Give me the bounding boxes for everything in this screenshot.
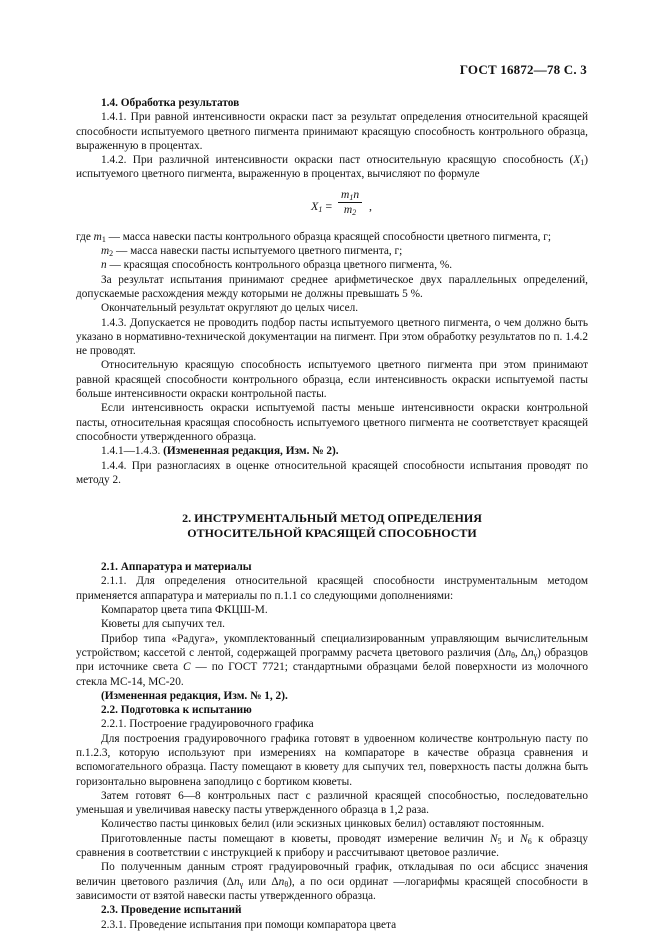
section-title-line2: ОТНОСИТЕЛЬНОЙ КРАСЯЩЕЙ СПОСОБНОСТИ	[187, 526, 477, 541]
paragraph-prepared: Приготовленные пасты помещают в кюветы, проводят измерение величин $N_5$ и $N_6$ к образцу сравнения в соответствии с инструкцией к прибору и рассчитывают цветовое различие.	[76, 832, 588, 860]
formula-fraction	[338, 188, 362, 218]
paragraph-1-4-4: 1.4.4. При разногласиях в оценке относительной красящей способности испытания проводят по методу 2.	[76, 459, 588, 486]
paragraph-then: Затем готовят 6—8 контрольных паст с различной красящей способностью, последовательно уменьшая и увеличивая навеску пасты утвержденного образца в 1,2 раза.	[76, 789, 588, 817]
paragraph-graph: По полученным данным строят градуировочный график, откладывая по оси абсцисс значения величин цветового различия ($\Delta n_\gamma$ или $\Delta n_\theta$), а по оси ординат —логарифмы красящей способности в зависимости от взятой навески пасты утвержденного образца.	[76, 861, 588, 902]
section-heading-2-2: 2.2. Подготовка к испытанию	[101, 704, 252, 717]
page-header: ГОСТ 16872—78 С. 3	[459, 62, 587, 77]
section-title-2	[76, 511, 588, 541]
paragraph-final: Окончательный результат округляют до целых чисел.	[101, 302, 359, 315]
section-heading-2-3: 2.3. Проведение испытаний	[101, 904, 242, 917]
paragraph-2-1-1: 2.1.1. Для определения относительной красящей способности инструментальным методом применяется аппаратура и материалы по п.1.1 со следующими дополнениями:	[76, 575, 588, 602]
paragraph-1-4-3: 1.4.3. Допускается не проводить подбор пасты испытуемого цветного пигмента, о чем должно быть указано в нормативно-технической документации на пигмент. При этом обработку результатов по п. 1.4.2 не проводят.	[76, 316, 588, 358]
formula-denominator: $m_2$	[343, 203, 357, 217]
formula-lhs: $X_1$ =	[311, 198, 333, 214]
formula-tail: ,	[369, 198, 372, 213]
where-m1: где $m_1$ — масса навески пасты контрольного образца красящей способности цветного пигмента, г;	[76, 230, 552, 244]
paragraph-2-3-1: 2.3.1. Проведение испытания при помощи компаратора цвета	[101, 918, 397, 931]
paragraph-if: Если интенсивность окраски испытуемой пасты меньше интенсивности окраски контрольной пасты, относительная красящая способность испытуемого цветного пигмента не соответствует красящей способности утвержденного образца.	[76, 402, 588, 443]
paragraph-2-2-1: 2.2.1. Построение градуировочного графика	[101, 718, 314, 731]
paragraph-comparator: Компаратор цвета типа ФКЦШ-М.	[101, 604, 268, 617]
paragraph-1-4-1: 1.4.1. При равной интенсивности окраски паст за результат определения относительной красящей способности испытуемого цветного пигмента принимают красящую способность контрольного образца, выраженную в процентах.	[76, 111, 588, 152]
section-heading-2-1: 2.1. Аппаратура и материалы	[101, 561, 252, 574]
document-body	[76, 96, 588, 932]
paragraph-result: За результат испытания принимают среднее арифметическое двух параллельных определений, допускаемые расхождения между которыми не должны превышать 5 %.	[76, 273, 588, 300]
section-title-line1: 2. ИНСТРУМЕНТАЛЬНЫЙ МЕТОД ОПРЕДЕЛЕНИЯ	[182, 511, 482, 526]
where-n: n — красящая способность контрольного образца цветного пигмента, %.	[101, 259, 453, 272]
section-heading-1-4: 1.4. Обработка результатов	[101, 97, 240, 109]
paragraph-device: Прибор типа «Радуга», укомплектованный специализированным управляющим вычислительным устройством; кассетой с лентой, содержащей программу расчета цветового различия ($\Delta n_\theta$, $\Delta n_\gamma$) образцов при источнике света C — по ГОСТ 7721; стандартными образцами белой поверхности из молочного стекла МС-14, МС-20.	[76, 632, 589, 688]
paragraph-graduation: Для построения градуировочного графика готовят в удвоенном количестве контрольную пасту по п.1.2.3, которую используют при измерениях на компараторе в качестве образца сравнения и вспомогательного образца. Пасту помещают в кювету для сыпучих тел, поверхность пасты должна быть горизонтально выровнена заподлицо с бортиком кюветы.	[76, 732, 588, 788]
formula-numerator: $m_1n$	[338, 188, 362, 203]
paragraph-1-4-2: 1.4.2. При различной интенсивности окраски паст относительную красящую способность $(X_1)$ испытуемого цветного пигмента, выраженную в процентах, вычисляют по формуле	[76, 154, 588, 181]
where-m2: $m_2$ — масса навески пасты испытуемого цветного пигмента, г;	[101, 245, 403, 259]
paragraph-relative: Относительную красящую способность испытуемого цветного пигмента при этом принимают равной красящей способности контрольного образца, если интенсивность окраски испытуемой пасты больше интенсивности окраски контрольной пасты.	[76, 359, 588, 401]
amendment-note-2: 1.4.1—1.4.3. (Измененная редакция, Изм. № 2).	[101, 445, 339, 458]
amendment-note-1-2: (Измененная редакция, Изм. № 1, 2).	[101, 689, 288, 702]
paragraph-cuvettes: Кюветы для сыпучих тел.	[101, 618, 225, 631]
formula-x1	[76, 188, 588, 224]
paragraph-zinc: Количество пасты цинковых белил (или эскизных цинковых белил) оставляют постоянным.	[101, 818, 545, 831]
